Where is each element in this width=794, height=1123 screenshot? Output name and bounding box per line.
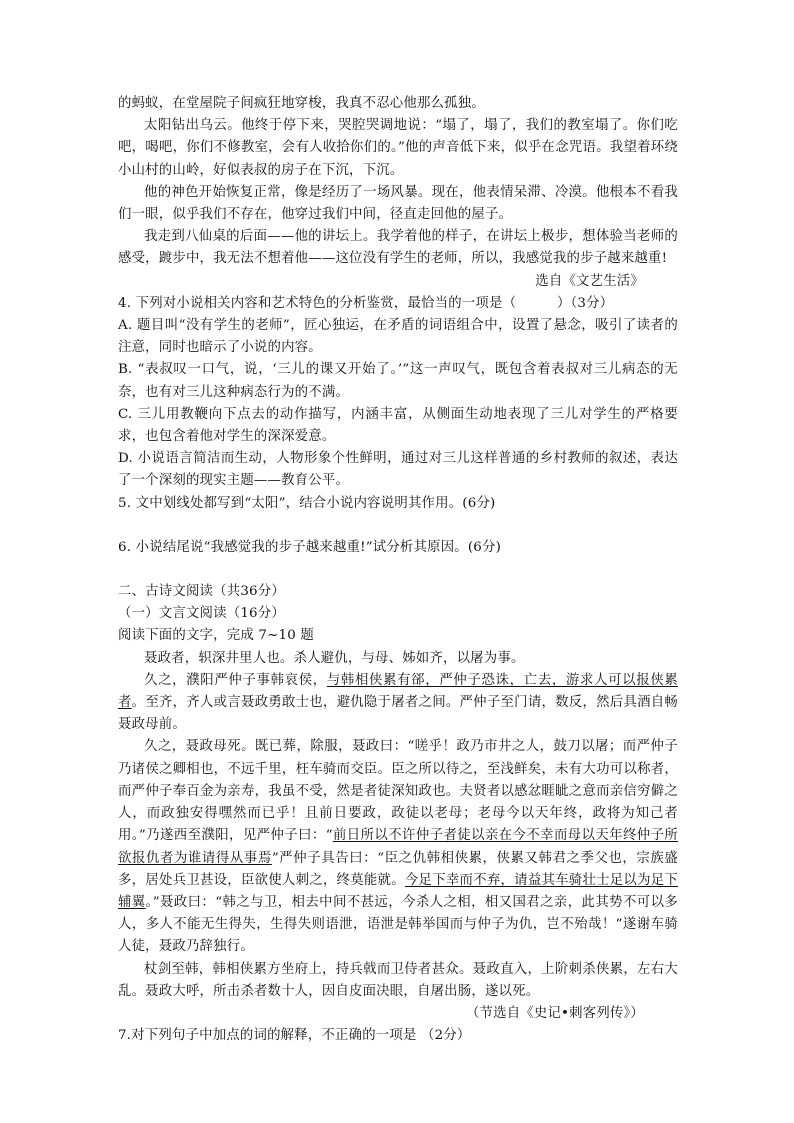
underlined-sentence: 前日所以不许仲子者徒以亲在今不幸而母以天年终仲子所欲报仇者为谁请得从事焉	[118, 828, 679, 866]
question-4-option-c: C. 三儿用教鞭向下点去的动作描写，内涵丰富，从侧面生动地表现了三儿对学生的严格要求，也包含着他对学生的深深爱意。	[118, 406, 678, 445]
document-page	[118, 93, 678, 1047]
text-run: 久之，濮阳严仲子事韩哀侯，	[144, 672, 327, 688]
classical-paragraph	[118, 736, 678, 958]
story-source: 选自《文艺生活》	[535, 273, 644, 289]
classical-paragraph: 杖剑至韩，韩相侠累方坐府上，持兵戟而卫侍者甚众。聂政直入，上阶刺杀侠累，左右大乱。聂政大呼，所击杀者数十人，因自皮面决眼，自屠出肠，遂以死。	[118, 961, 678, 999]
section-title: 二、古诗文阅读（共36分）	[118, 584, 285, 600]
question-4-option-d: D. 小说语言简洁而生动，人物形象个性鲜明，通过对三儿这样普通的乡村教师的叙述，表达了一个深刻的现实主题——教育公平。	[118, 451, 678, 489]
question-4-option-b: B. “表叔叹一口气，说，‘三儿的课又开始了。’”这一声叹气，既包含着表叔对三儿病态的无奈，也有对三儿这种病态行为的不满。	[118, 362, 678, 400]
text-run: 久之，聂政母死。既已葬，除服，聂政曰：“嗟乎！政乃市井之人，鼓刀以屠；而严仲子乃诸侯之卿相也，不远千里，枉车骑而交臣。臣之所以待之，至浅鲜矣，未有大功可以称者，而严仲子奉百金为亲寿，我虽不受，然是者徒深知政也。夫贤者以感忿睚眦之意而亲信穷僻之人，而政独安得嘿然而已乎！且前日要政，政徒以老母；老母今以天年终，政将为知己者用。”乃遂西至濮阳，见严仲子曰：“	[118, 739, 678, 844]
text-run: 。至齐，齐人或言聂政勇敢士也，避仇隐于屠者之间。严仲子至门请，数反，然后具酒自畅聂政母前。	[118, 695, 679, 733]
story-paragraph: 太阳钻出乌云。他终于停下来，哭腔哭调地说：“塌了，塌了，我们的教室塌了。你们吃吧，喝吧，你们不修教室，会有人收拾你们的。”他的声音低下来，似乎在念咒语。我望着环绕小山村的山岭，好似表叔的房子在下沉，下沉。	[118, 118, 678, 178]
text-run: 。”聂政曰：“韩之与卫，相去中间不甚远，今杀人之相，相又国君之亲，此其势不可以多人，多人不能无生得失，生得失则语泄，语泄是韩举国而与仲子为仇，岂不殆哉！”遂谢车骑人徒，聂政乃辞独行。	[118, 894, 678, 955]
subsection-title: （一）文言文阅读（16分）	[118, 606, 285, 622]
question-5: 5. 文中划线处都写到“太阳”，结合小说内容说明其作用。(6分)	[118, 495, 496, 511]
reading-instruction: 阅读下面的文字，完成 7~10 题	[118, 628, 314, 644]
answer-space	[118, 515, 678, 537]
text-run: ”严仲子具告曰：“臣之仇韩相侠累，侠累又韩君之季父也，宗族盛多，居处兵卫甚设，臣欲使人刺之，终莫能就。	[118, 850, 678, 888]
classical-paragraph	[118, 670, 678, 737]
classical-source: （节选自《史记•刺客列传》）	[465, 1005, 644, 1021]
story-paragraph: 他的神色开始恢复正常，像是经历了一场风暴。现在，他表情呆滞、冷漠。他根本不看我们一眼，似乎我们不存在，他穿过我们中间，径直走回他的屋子。	[118, 184, 678, 223]
underlined-sentence: 今足下幸而不弃，请益其车骑壮士足以为足下辅翼	[118, 872, 679, 910]
question-4-option-a: A. 题目叫“没有学生的老师”，匠心独运，在矛盾的词语组合中，设置了悬念，吸引了读者的注意，同时也暗示了小说的内容。	[118, 318, 678, 356]
story-paragraph: 我走到八仙桌的后面——他的讲坛上。我学着他的样子，在讲坛上极步，想体验当老师的感受，踱步中，我无法不想着他——这位没有学生的老师，所以，我感觉我的步子越来越重!	[118, 229, 678, 267]
story-paragraph: 的蚂蚁，在堂屋院子间疯狂地穿梭，我真不忍心他那么孤独。	[118, 96, 485, 111]
classical-paragraph: 聂政者，轵深井里人也。杀人避仇，与母、姊如齐，以屠为事。	[144, 650, 525, 666]
question-6: 6. 小说结尾说“我感觉我的步子越来越重!”试分析其原因。(6分)	[118, 539, 502, 555]
underlined-sentence: 与韩相侠累有郤，严仲子恐诛，亡去，游求人可以报侠累者	[118, 672, 678, 711]
question-7: 7.对下列句子中加点的词的解释，不正确的一项是 （2分）	[118, 1028, 471, 1044]
answer-space	[118, 559, 678, 581]
question-4-stem: 4. 下列对小说相关内容和艺术特色的分析鉴赏，最恰当的一项是（ ）（3分）	[118, 295, 614, 311]
